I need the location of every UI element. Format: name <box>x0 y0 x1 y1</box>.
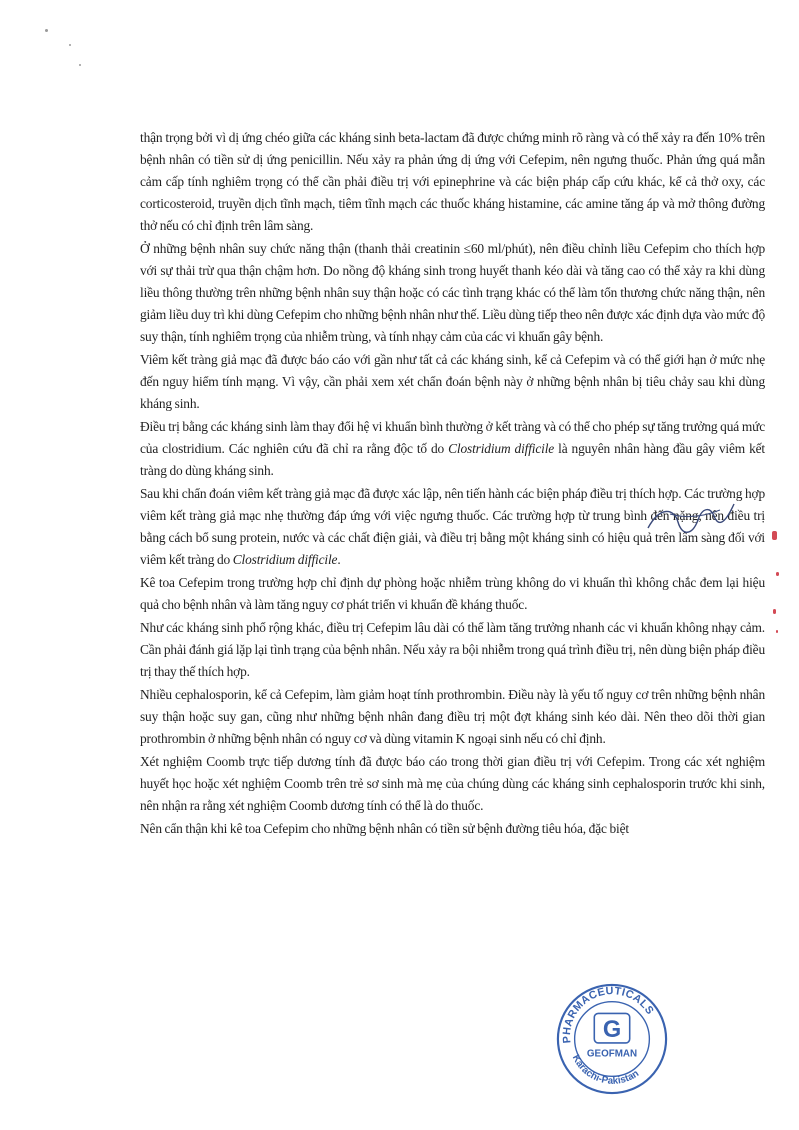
margin-mark <box>776 572 779 576</box>
paragraph: Xét nghiệm Coomb trực tiếp dương tính đã được báo cáo trong thời gian điều trị với Cefepim. Trong các xét nghiệm huyết học hoặc xét nghiệm Coomb trên trẻ sơ sinh mà mẹ của chúng dùng các kháng sinh cephalosporin trước khi sinh, nên nhận ra rằng xét nghiệm Coomb dương tính có thể là do thuốc. <box>140 754 765 813</box>
paragraph-text: Sau khi chẩn đoán viêm kết tràng giả mạc đã được xác lập, nên tiến hành các biện pháp điều trị thích hợp. Các trường hợp viêm kết tràng giả mạc nhẹ thường đáp ứng với việc ngưng thuốc. Các trường hợp từ trung bình đến nặng, nên điều trị bằng cách bổ sung protein, nước và các chất điện giải, và điều trị bằng một kháng sinh có hiệu quả trên lâm sàng đối với viêm kết tràng do <box>140 486 765 567</box>
organism-name: Clostridium difficile <box>448 441 555 456</box>
stamp-company-text: PHARMACEUTICALS <box>560 985 656 1044</box>
margin-mark <box>773 609 776 614</box>
stamp-logo-letter: G <box>602 1017 622 1044</box>
paragraph-text: Điều trị bằng các kháng sinh làm thay đổi hệ vi khuẩn bình thường ở kết tràng và có thể cho phép sự tăng trưởng quá mức của clostridium. Các nghiên cứu đã chỉ ra rằng độc tố do <box>140 419 765 456</box>
margin-mark <box>772 531 777 540</box>
document-body <box>140 127 765 841</box>
paragraph: Nên cẩn thận khi kê toa Cefepim cho những bệnh nhân có tiền sử bệnh đường tiêu hóa, đặc biệt <box>140 821 629 836</box>
paragraph <box>140 416 765 482</box>
paragraph-text: . <box>337 552 341 567</box>
stamp-location-text: Karachi-Pakistan <box>569 1053 642 1087</box>
scan-speck <box>79 64 81 66</box>
paragraph: thận trọng bởi vì dị ứng chéo giữa các kháng sinh beta-lactam đã được chứng minh rõ ràng và có thể xảy ra đến 10% trên bệnh nhân có tiền sử dị ứng penicillin. Nếu xảy ra phản ứng dị ứng với Cefepim, nên ngưng thuốc. Phản ứng quá mẫn cảm cấp tính nghiêm trọng có thể cần phải điều trị với epinephrine và các biện pháp cấp cứu khác, kể cả thở oxy, các corticosteroid, truyền dịch tĩnh mạch, tiêm tĩnh mạch các thuốc kháng histamine, các amine tăng áp và mở thông đường thở nếu có chỉ định trên lâm sàng. <box>140 130 765 233</box>
paragraph: Viêm kết tràng giả mạc đã được báo cáo với gần như tất cả các kháng sinh, kể cả Cefepim và có thể giới hạn ở mức nhẹ đến nguy hiểm tính mạng. Vì vậy, cần phải xem xét chẩn đoán bệnh này ở những bệnh nhân bị tiêu chảy sau khi dùng kháng sinh. <box>140 352 765 411</box>
paragraph: Kê toa Cefepim trong trường hợp chỉ định dự phòng hoặc nhiễm trùng không do vi khuẩn thì không chắc đem lại hiệu quả cho bệnh nhân và làm tăng nguy cơ phát triển vi khuẩn đề kháng thuốc. <box>140 575 765 612</box>
organism-name: Clostridium difficile <box>232 552 338 567</box>
scan-speck <box>45 29 48 32</box>
paragraph: Như các kháng sinh phổ rộng khác, điều trị Cefepim lâu dài có thể làm tăng trưởng nhanh các vi khuẩn không nhạy cảm. Cần phải đánh giá lặp lại tình trạng của bệnh nhân. Nếu xảy ra bội nhiễm trong quá trình điều trị, nên dùng biện pháp điều trị thay thế thích hợp. <box>140 620 765 679</box>
paragraph-text: là nguyên nhân hàng đầu gây viêm kết tràng do dùng kháng sinh. <box>140 441 765 478</box>
stamp-brand-text: GEOFMAN <box>586 1048 638 1060</box>
scan-speck <box>69 44 71 46</box>
company-stamp <box>553 980 671 1098</box>
paragraph: Ở những bệnh nhân suy chức năng thận (thanh thải creatinin ≤60 ml/phút), nên điều chỉnh liều Cefepim cho thích hợp với sự thải trừ qua thận chậm hơn. Do nồng độ kháng sinh trong huyết thanh kéo dài và tăng cao có thể xảy ra khi dùng liều thông thường trên những bệnh nhân suy thận hoặc có các tình trạng khác có thể làm tổn thương chức năng thận, nên giảm liều duy trì khi dùng Cefepim cho những bệnh nhân như thế. Liều dùng tiếp theo nên được xác định dựa vào mức độ suy thận, tính nghiêm trọng của nhiễm trùng, và tính nhạy cảm của các vi khuẩn gây bệnh. <box>140 241 765 344</box>
paragraph: Nhiều cephalosporin, kể cả Cefepim, làm giảm hoạt tính prothrombin. Điều này là yếu tố nguy cơ trên những bệnh nhân suy thận hoặc suy gan, cũng như những bệnh nhân đang điều trị một đợt kháng sinh kéo dài. Nên theo dõi thời gian prothrombin ở những bệnh nhân có nguy cơ và dùng vitamin K ngoại sinh nếu có chỉ định. <box>140 687 765 746</box>
margin-mark <box>776 630 778 633</box>
signature-mark <box>640 496 740 546</box>
